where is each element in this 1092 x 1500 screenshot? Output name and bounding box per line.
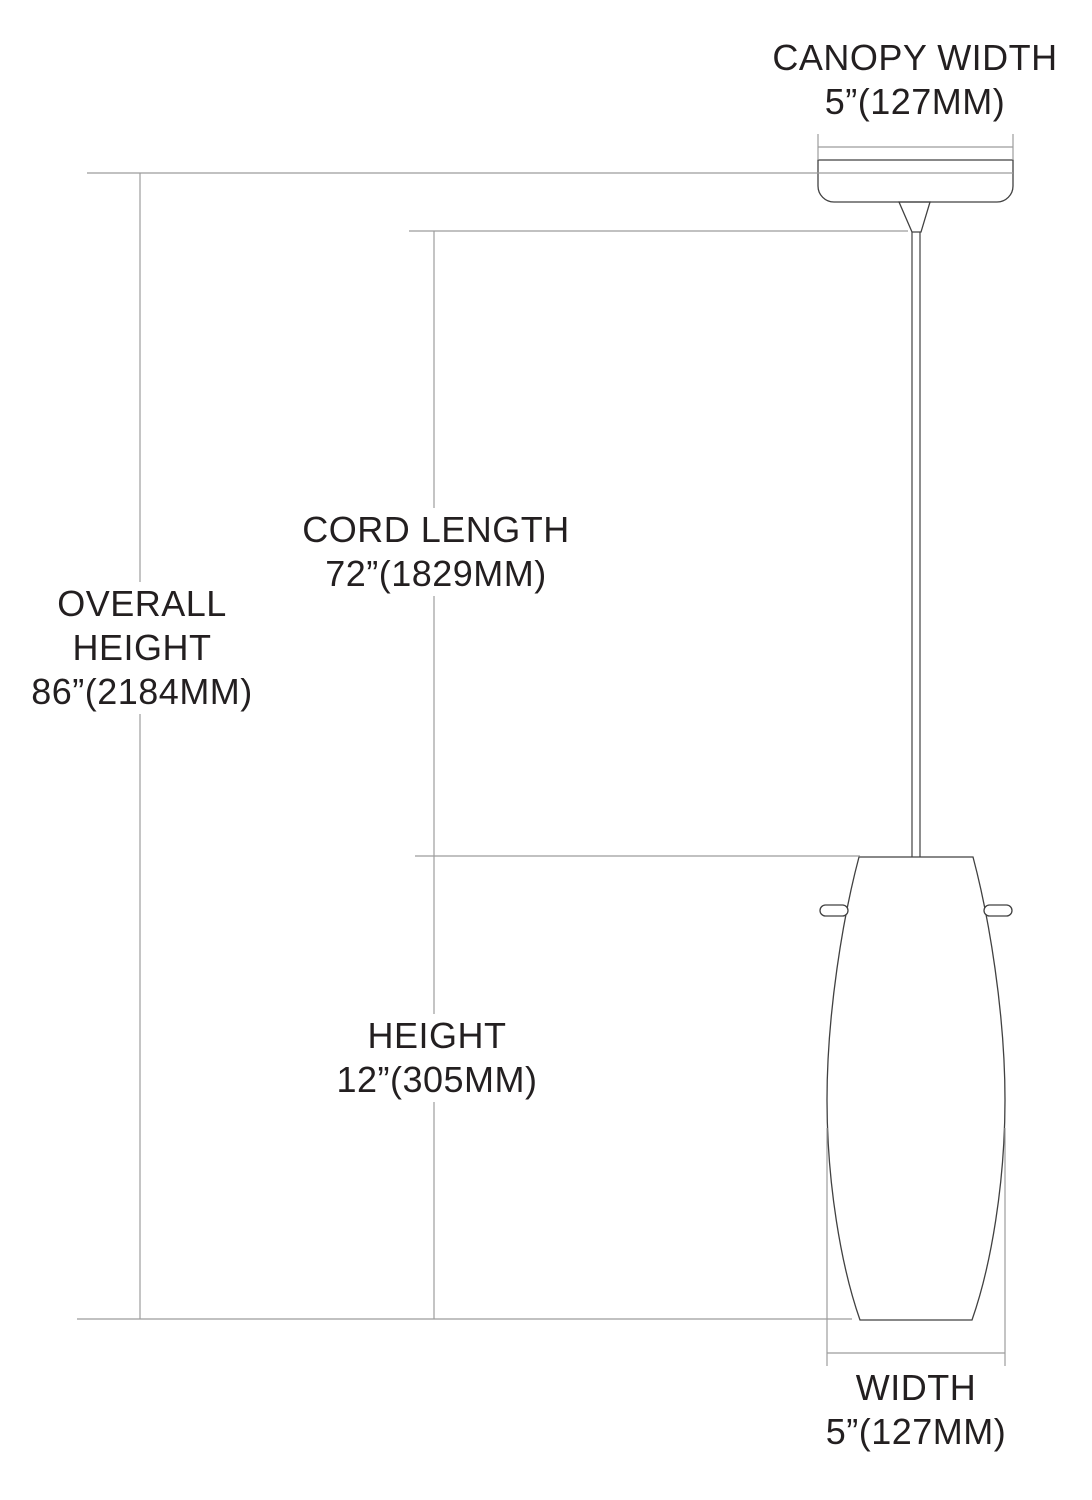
- shade-height-label: [332, 1014, 541, 1102]
- left-thumbscrew: [820, 905, 848, 916]
- shade-width-label-line2: 5”(127MM): [825, 1411, 1007, 1452]
- overall-height-label-line3: 86”(2184MM): [31, 671, 253, 712]
- overall-height-label-line2: HEIGHT: [72, 627, 212, 668]
- cord-length-label-line2: 72”(1829MM): [325, 553, 547, 594]
- glass-shade-outline: [827, 857, 1005, 1320]
- right-thumbscrew: [984, 905, 1012, 916]
- strain-relief-cone: [899, 202, 930, 232]
- cord-length-label: [298, 508, 574, 596]
- shade-height-label-line1: HEIGHT: [367, 1015, 507, 1056]
- fixture-objects: [818, 160, 1013, 1320]
- shade-width-label-line1: WIDTH: [855, 1367, 977, 1408]
- shade-height-label-line2: 12”(305MM): [336, 1059, 538, 1100]
- canopy-outline: [818, 160, 1013, 202]
- canopy-width-label-line1: CANOPY WIDTH: [772, 37, 1058, 78]
- canopy-width-label: [768, 36, 1061, 124]
- cord-length-label-line1: CORD LENGTH: [302, 509, 570, 550]
- shade-width-label: [822, 1366, 1011, 1454]
- canopy-width-label-line2: 5”(127MM): [824, 81, 1006, 122]
- overall-height-label-line1: OVERALL: [57, 583, 227, 624]
- overall-height-label: [27, 582, 257, 714]
